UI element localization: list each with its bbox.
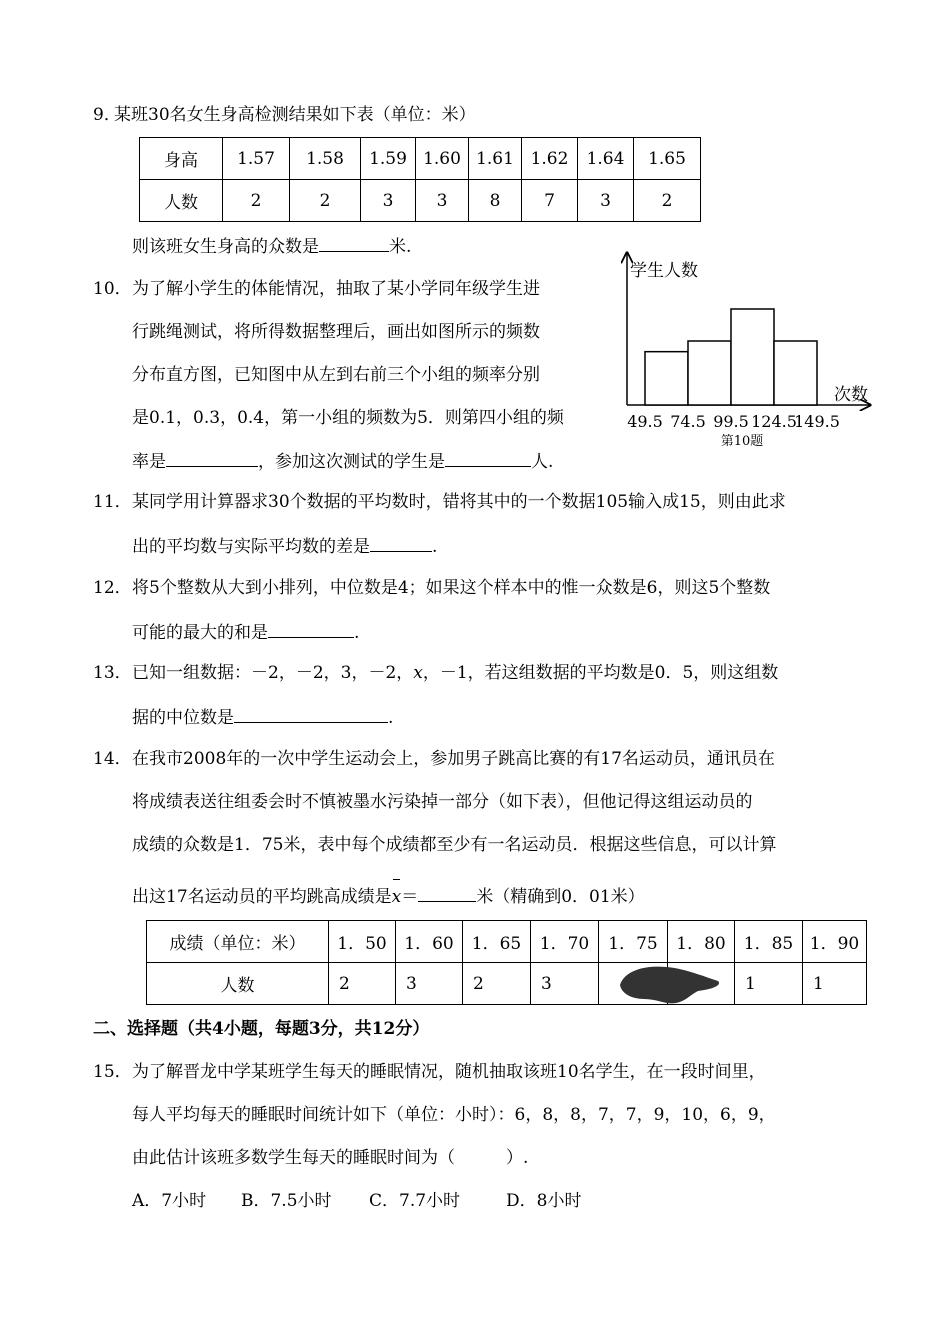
q13-number: 13． [93,663,132,683]
table-cell: 3 [396,963,463,1005]
q11-answer-blank[interactable] [370,533,432,552]
table-cell: 3 [531,963,599,1005]
q15-option-c[interactable]: C．7.7小时 [369,1191,461,1211]
ink-stain [614,961,724,1007]
table-cell: 1.57 [223,138,290,180]
table-cell: 1 [803,963,867,1005]
table-cell: 1.64 [578,138,634,180]
table-cell: 3 [416,180,469,222]
q15-option-b[interactable]: B．7.5小时 [241,1191,332,1211]
table-cell: 人数 [147,963,329,1005]
q11-number: 11． [93,492,132,512]
q12-answer-blank[interactable] [268,619,354,638]
histogram-bar [774,341,817,405]
q14-score-table [146,920,867,1005]
section-2-title: 二、选择题（共4小题，每题3分，共12分） [93,1019,430,1039]
q13-variable-x: x [413,663,423,683]
x-tick-label: 99.5 [713,412,749,431]
table-cell: 1.65 [634,138,701,180]
x-tick-label: 49.5 [627,412,663,431]
q13-line-2 [132,704,393,730]
q14-last-a: 出这17名运动员的平均跳高成绩是 [132,887,392,907]
q9-answer-suffix: 米. [389,237,412,257]
q15-option-a[interactable]: A．7小时 [132,1191,207,1211]
q15-number: 15． [93,1062,132,1082]
table-cell: 8 [469,180,522,222]
table-cell: 1．65 [463,921,531,963]
q10-last-b: ，参加这次测试的学生是 [258,452,445,472]
table-cell: 1 [735,963,803,1005]
table-row [140,138,701,180]
histogram-bar [731,309,774,405]
x-tick-label: 149.5 [794,412,840,431]
histogram-bar [688,341,731,405]
q15-line-2: 每人平均每天的睡眠时间统计如下（单位：小时）：6，8，8，7，7，9，10，6，9， [132,1105,776,1125]
q11-line-2-end: . [432,537,438,557]
q12-line-2 [132,619,359,645]
q12-line-2-end: . [354,623,360,643]
q12-number: 12． [93,578,132,598]
q10-line-2: 行跳绳测试，将所得数据整理后，画出如图所示的频数 [132,322,540,342]
q12-line-1: 将5个整数从大到小排列，中位数是4；如果这个样本中的惟一众数是6，则这5个整数 [132,578,771,598]
q11-line-1: 某同学用计算器求30个数据的平均数时，错将其中的一个数据105输入成15，则由此求 [132,492,786,512]
q14-line-2: 将成绩表送往组委会时不慎被墨水污染掉一部分（如下表），但他记得这组运动员的 [132,792,753,812]
table-cell: 1．80 [668,921,735,963]
q13-line-1b: ，－1，若这组数据的平均数是0．5，则这组数 [422,663,779,683]
q13-line-1 [132,661,778,685]
table-row [147,963,867,1005]
q9-height-table [139,137,701,222]
table-cell: 1．60 [396,921,463,963]
table-cell: 1．50 [329,921,396,963]
x-axis-label: 次数 [834,385,868,405]
table-row [147,921,867,963]
x-tick-label: 124.5 [751,412,797,431]
table-cell: 1.61 [469,138,522,180]
table-cell: 2 [290,180,361,222]
q15-line-3: 由此估计该班多数学生每天的睡眠时间为（ ）. [132,1148,529,1168]
table-cell: 1.62 [522,138,578,180]
table-cell: 1．75 [599,921,668,963]
q14-line-4 [132,883,645,909]
table-cell: 2 [329,963,396,1005]
x-tick-label: 74.5 [670,412,706,431]
q9-answer-line [132,233,411,259]
q14-equals: ＝ [401,887,419,907]
q10-last-a: 率是 [132,452,166,472]
q14-number: 14． [93,749,132,769]
q12-line-2-text: 可能的最大的和是 [132,623,268,643]
table-cell: 1.58 [290,138,361,180]
q13-line-2-end: . [388,708,394,728]
q14-answer-blank[interactable] [418,883,476,902]
q9-answer-prefix: 则该班女生身高的众数是 [132,237,319,257]
table-cell: 1．90 [803,921,867,963]
q14-line-1: 在我市2008年的一次中学生运动会上，参加男子跳高比赛的有17名运动员，通讯员在 [132,749,775,769]
q10-last-c: 人. [531,452,554,472]
q15-line-1: 为了解晋龙中学某班学生每天的睡眠情况，随机抽取该班10名学生，在一段时间里， [132,1062,766,1082]
table-cell: 1．85 [735,921,803,963]
q9-answer-blank[interactable] [319,233,389,252]
q10-line-5 [132,448,553,474]
q13-line-2-text: 据的中位数是 [132,708,234,728]
q10-line-4: 是0.1，0.3，0.4，第一小组的频数为5．则第四小组的频 [132,408,564,428]
q10-students-blank[interactable] [445,448,531,467]
q14-last-b: 米（精确到0．01米） [476,887,645,907]
q13-answer-blank[interactable] [234,704,388,723]
q9-number: 9． [93,105,121,125]
q15-option-d[interactable]: D．8小时 [506,1191,582,1211]
q10-line-1: 为了解小学生的体能情况，抽取了某小学同年级学生进 [132,279,540,299]
table-cell: 1．70 [531,921,599,963]
table-cell: 2 [463,963,531,1005]
q11-line-2 [132,533,437,559]
q11-line-2-text: 出的平均数与实际平均数的差是 [132,537,370,557]
chart-caption: 第10题 [720,434,764,449]
table-cell: 人数 [140,180,223,222]
table-cell: 2 [634,180,701,222]
table-cell: 身高 [140,138,223,180]
table-cell: 1.60 [416,138,469,180]
q10-histogram [600,245,880,457]
q10-line-3: 分布直方图，已知图中从左到右前三个小组的频率分别 [132,365,540,385]
table-row [140,180,701,222]
table-cell: 7 [522,180,578,222]
table-cell: 3 [578,180,634,222]
q13-line-1a: 已知一组数据：－2，－2，3，－2， [132,663,414,683]
y-axis-label: 学生人数 [630,261,698,281]
q10-number: 10． [93,279,132,299]
q14-line-3: 成绩的众数是1．75米，表中每个成绩都至少有一名运动员．根据这些信息，可以计算 [132,835,777,855]
histogram-bar [645,352,688,405]
table-cell: 2 [223,180,290,222]
table-cell: 成绩（单位：米） [147,921,329,963]
q10-frequency-blank[interactable] [166,448,258,467]
table-cell: 1.59 [361,138,416,180]
table-cell: 3 [361,180,416,222]
q14-xbar-symbol: x [391,887,402,907]
q9-text: 某班30名女生身高检测结果如下表（单位：米） [114,105,476,125]
